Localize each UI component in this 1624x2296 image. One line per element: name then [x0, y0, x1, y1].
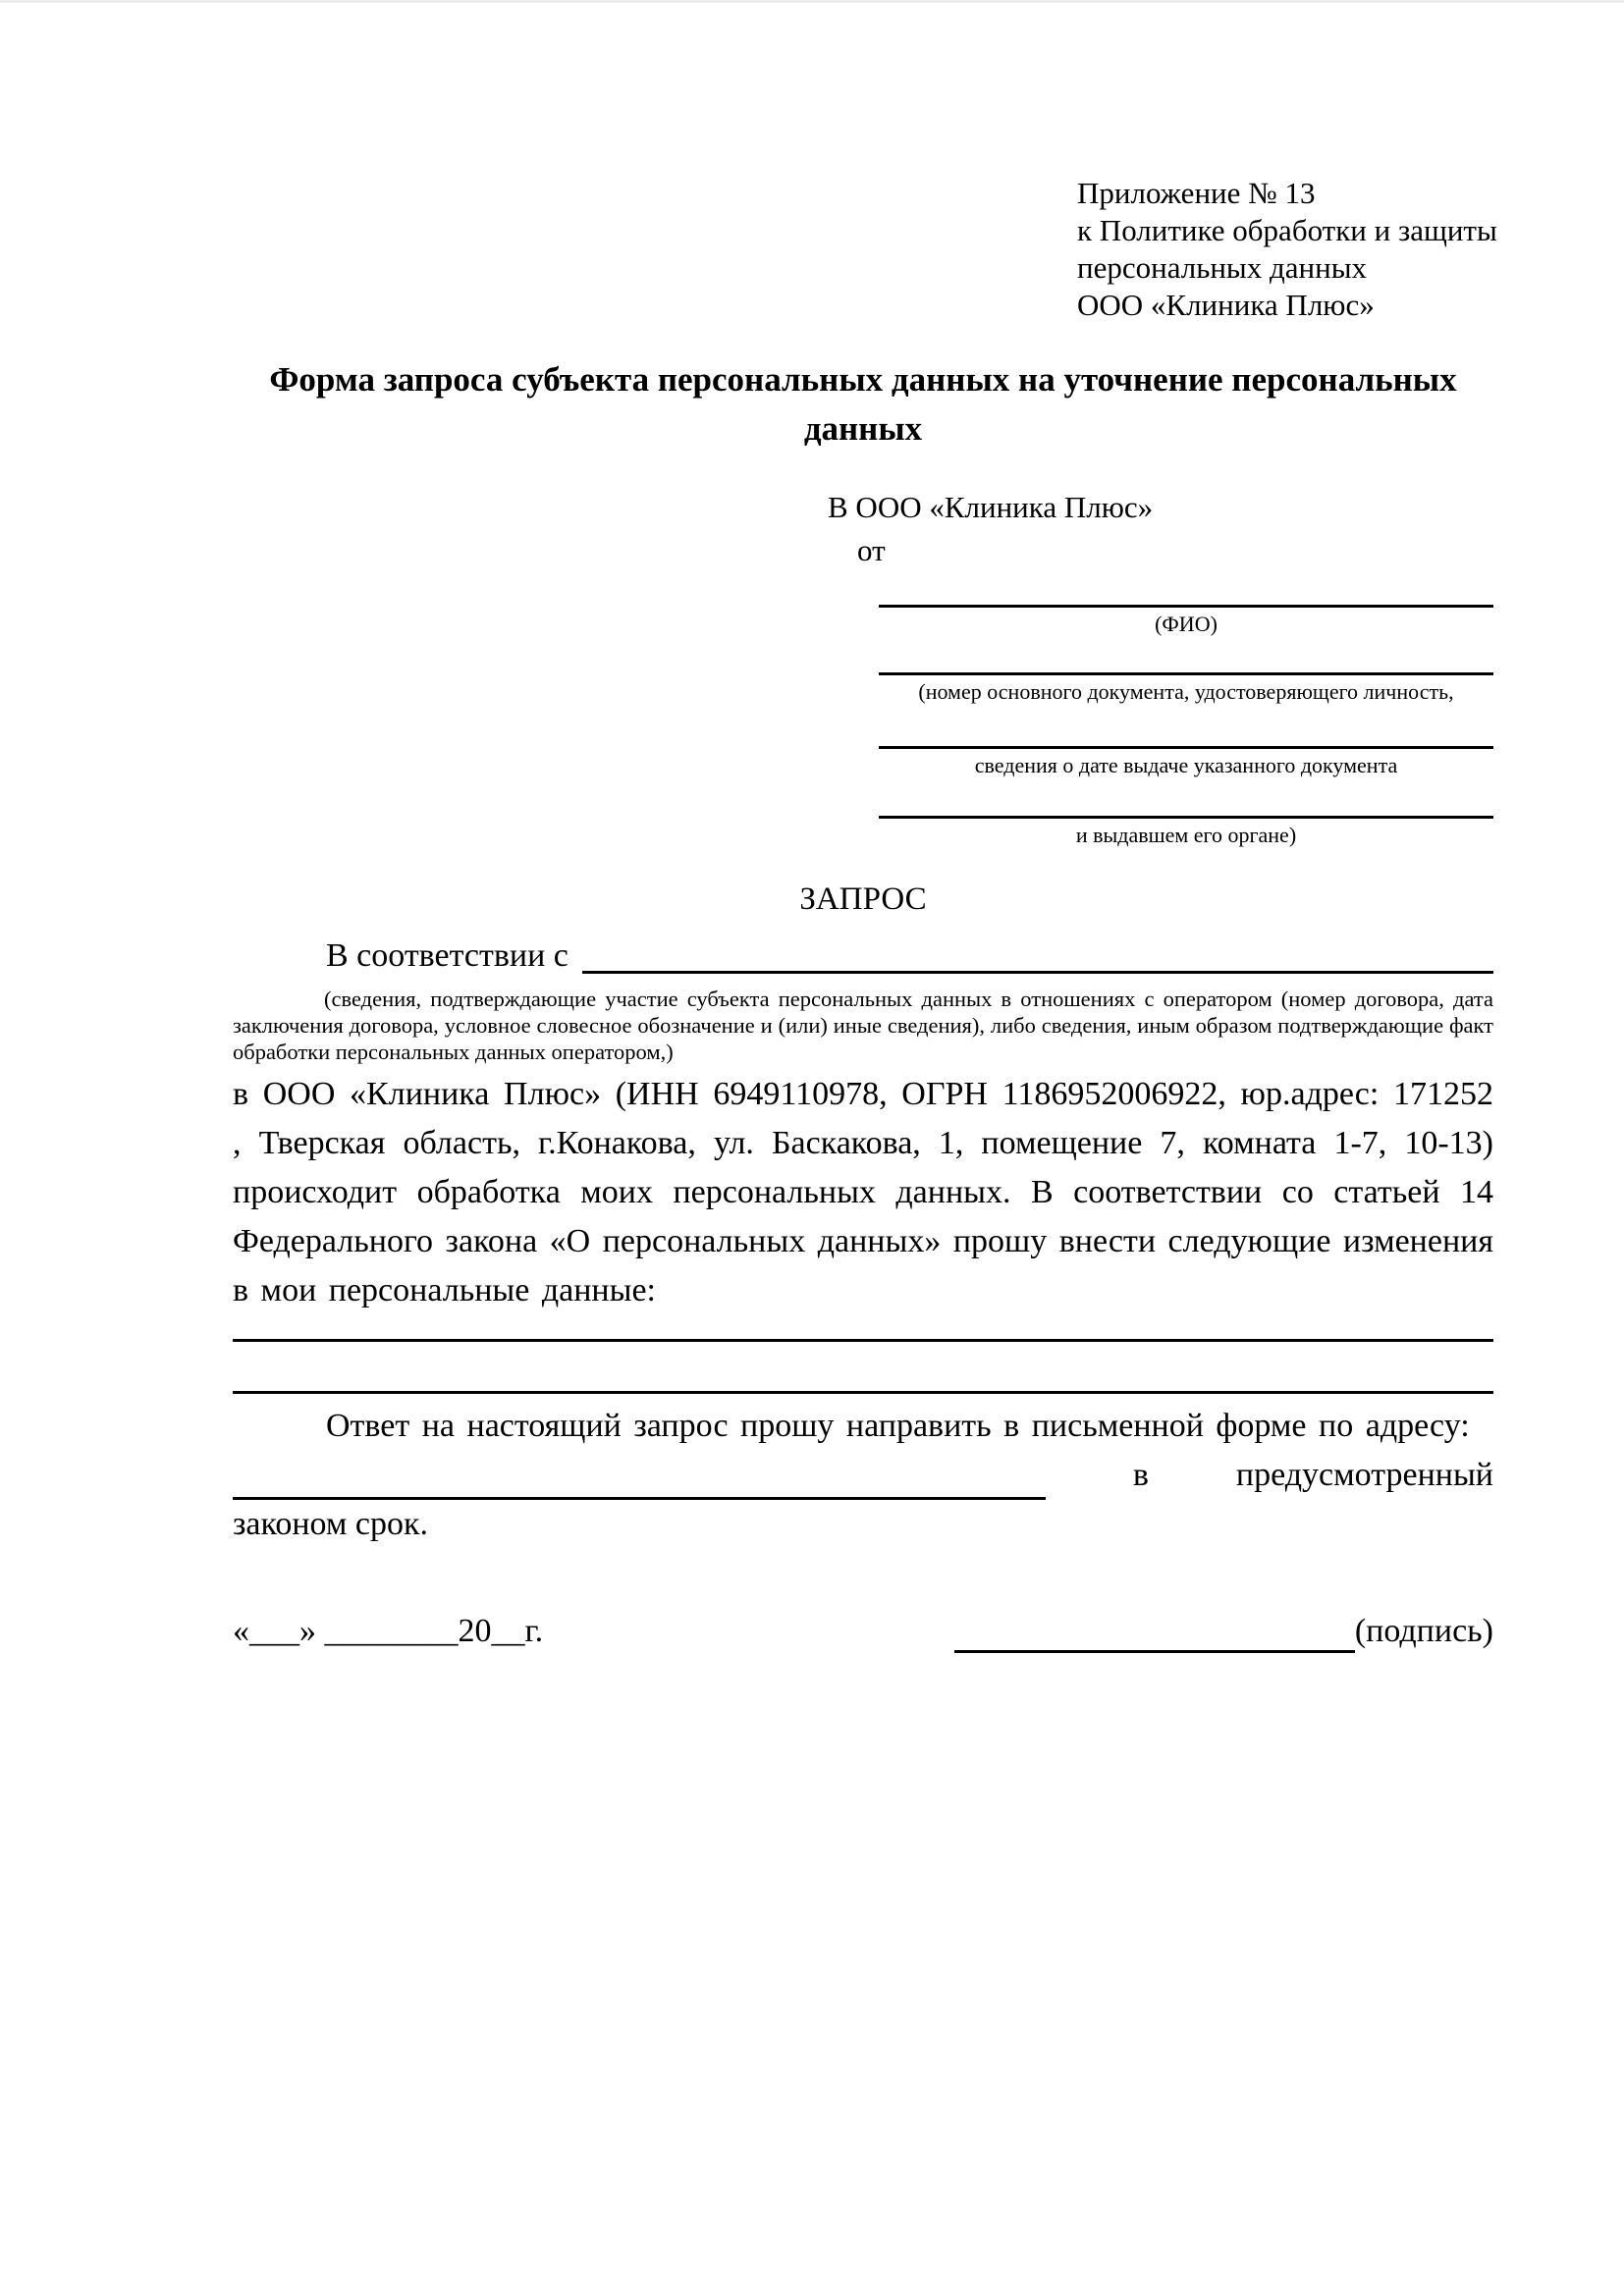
appendix-header-line-4: ООО «Клиника Плюс»: [1077, 288, 1375, 322]
page-content: [233, 0, 1497, 1653]
document-title: Форма запроса субъекта персональных данных на уточнение персональных данных: [269, 360, 1457, 448]
write-in-line-2: [233, 1342, 1493, 1394]
reply-address-row: [233, 1451, 1493, 1500]
fio-caption: (ФИО): [1155, 612, 1218, 636]
signature-row: [233, 1610, 1493, 1653]
signature-caption: (подпись): [1354, 1613, 1493, 1649]
signature-blank-line: [954, 1611, 1355, 1653]
addressee-from-label: от: [857, 533, 886, 567]
request-footnote: (сведения, подтверждающие участие субъекта персональных данных в отношениях с оператором (номер договора, дата заключения договора, условное словесное обозначение и (или) иные сведения), либо сведения, иным образом подтверждающие факт обработки персональных данных оператором,): [233, 987, 1493, 1064]
request-intro-row: [233, 933, 1493, 980]
request-body-paragraph: в ООО «Клиника Плюс» (ИНН 6949110978, ОГРН 1186952006922, юр.адрес: 171252 , Тверская область, г.Конакова, ул. Баскакова, 1, помещение 7, комната 1-7, 10-13) происходит обработка моих персональных данных. В соответствии со статьей 14 Федерального закона «О персональных данных» прошу внести следующие изменения в мои персональные данные:: [233, 1076, 1493, 1308]
reply-tail-text: законом срок.: [233, 1506, 428, 1542]
fio-blank-line: [879, 569, 1493, 608]
doc-date-caption: сведения о дате выдаче указанного документа: [974, 753, 1398, 777]
doc-issuer-caption: и выдавшем его органе): [1075, 823, 1297, 847]
appendix-header: [1077, 175, 1497, 324]
doc-issuer-blank-line: [879, 778, 1493, 819]
appendix-header-line-3: персональных данных: [1077, 250, 1368, 285]
request-heading: ЗАПРОС: [799, 881, 927, 917]
appendix-header-line-2: к Политике обработки и защиты: [1077, 213, 1497, 247]
addressee-to: В ООО «Клиника Плюс»: [828, 490, 1154, 524]
write-in-line-1: [233, 1315, 1493, 1342]
doc-number-caption: (номер основного документа, удостоверяющего личность,: [918, 679, 1454, 704]
request-intro-blank-line: [582, 933, 1493, 974]
addressee-block: [828, 489, 1493, 848]
reply-word-predusmotrenny: предусмотренный: [1235, 1457, 1493, 1493]
request-intro-label: В соответствии с: [326, 937, 568, 974]
reply-paragraph: Ответ на настоящий запрос прошу направить в письменной форме по адресу:: [326, 1408, 1470, 1444]
reply-word-v: в: [1132, 1457, 1149, 1493]
date-fill-in: «___» ________20__г.: [233, 1613, 544, 1649]
doc-number-blank-line: [879, 637, 1493, 675]
reply-address-blank-line: [233, 1454, 1046, 1500]
appendix-header-line-1: Приложение № 13: [1077, 176, 1316, 210]
signature-area: [954, 1610, 1493, 1653]
doc-date-blank-line: [879, 705, 1493, 749]
